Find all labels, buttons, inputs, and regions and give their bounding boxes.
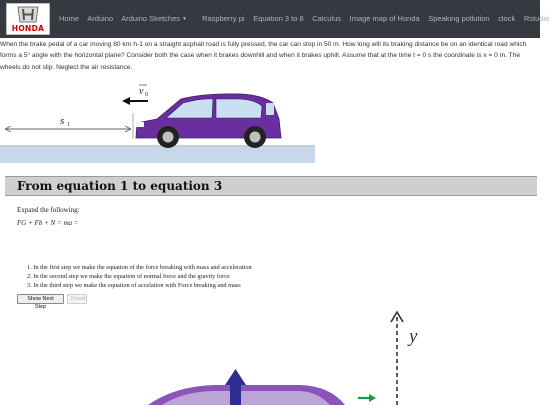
force-arrow-green	[358, 394, 376, 402]
caret-down-icon: ▼	[182, 16, 187, 23]
nav-clock[interactable]: clock	[498, 14, 516, 23]
y-axis-label: y	[409, 326, 418, 347]
nav-speaking-pollution[interactable]: Speaking pollution	[428, 14, 490, 23]
honda-logo[interactable]	[6, 3, 50, 35]
reset-button[interactable]: Reset	[67, 294, 87, 304]
nav-image-map[interactable]: Image map of Honda	[349, 14, 420, 23]
nav-menu	[59, 14, 556, 23]
step-item: 2. In the second step we make the equation of normal force and the gravity force	[27, 273, 230, 280]
nav-rstudio[interactable]: Rstudio	[523, 14, 550, 23]
nav-arduino[interactable]: Arduino	[87, 14, 114, 23]
step-item: 3. In the third step we make the equation of accelation with Force breaking and mass	[27, 282, 241, 289]
nav-arduino-sketches-label: Arduino Sketches	[121, 14, 181, 23]
brand-text: HONDA	[11, 24, 45, 33]
step-item: 1. In the first step we make the equation of the force breaking with mass and acceleration	[27, 264, 252, 271]
nav-home[interactable]: Home	[59, 14, 80, 23]
velocity-arrow	[122, 97, 148, 105]
y-axis-arrow	[391, 312, 403, 405]
section-title: From equation 1 to equation 3	[17, 179, 223, 193]
steps-list	[27, 263, 252, 290]
nav-equation-3-to-8[interactable]: Equation 3 to 8	[253, 14, 304, 23]
expand-label: Expand the following:	[17, 206, 80, 214]
nav-raspberry-pi[interactable]: Raspberry pi	[202, 14, 245, 23]
car-icon	[136, 94, 281, 148]
force-diagram	[0, 300, 540, 405]
equation: FG + Fb + N = ma =	[17, 219, 79, 227]
road-ground	[0, 147, 315, 163]
section-heading	[5, 176, 537, 196]
navbar	[0, 0, 550, 38]
show-next-step-button[interactable]: Show Next Step	[17, 294, 64, 304]
braking-car-illustration	[0, 73, 315, 163]
distance-subscript: 1	[67, 122, 70, 128]
nav-arduino-sketches[interactable]	[121, 14, 193, 23]
velocity-subscript: 0	[145, 92, 148, 98]
nav-calculus[interactable]: Calculus	[312, 14, 342, 23]
velocity-label: v	[139, 86, 144, 97]
problem-text: When the brake pedal of a car moving 80 km·h-1 on a straight asphalt road is fully pressed, the car can stop in 50 m. How long will its braking distance be on an identical road which forms a 5° angle with the horizontal plane? Consider both the case when it brakes downhill and when it brakes uphill. Assume that at the time t = 0 s the coordinate is x = 0 m. The wheels do not slip. Neglect the air resistance.	[0, 41, 527, 71]
distance-label: s	[60, 115, 65, 127]
